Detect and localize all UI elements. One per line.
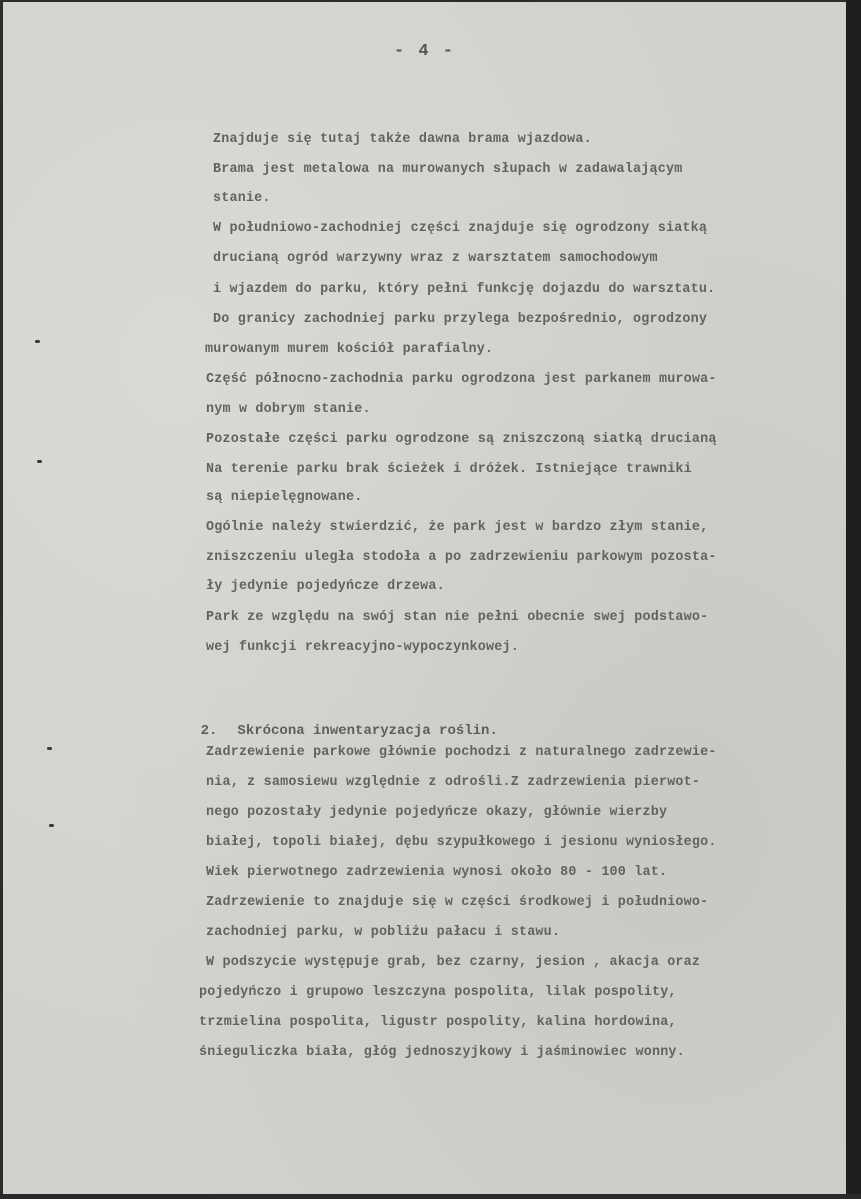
document-page <box>3 2 846 1194</box>
text-line: pojedyńczo i grupowo leszczyna pospolita, lilak pospolity, <box>199 985 677 1000</box>
margin-mark <box>47 747 52 750</box>
text-line: ły jedynie pojedyńcze drzewa. <box>206 579 445 594</box>
margin-mark <box>37 460 42 463</box>
text-line: nia, z samosiewu względnie z odrośli.Z zadrzewienia pierwot- <box>206 775 701 790</box>
text-line: i wjazdem do parku, który pełni funkcję dojazdu do warsztatu. <box>213 282 716 297</box>
margin-mark <box>35 340 40 343</box>
text-line: Wiek pierwotnego zadrzewienia wynosi około 80 - 100 lat. <box>206 865 668 880</box>
text-line: Na terenie parku brak ścieżek i dróżek. Istniejące trawniki <box>206 462 692 477</box>
text-line: stanie. <box>213 191 271 206</box>
text-line: są niepielęgnowane. <box>206 490 363 505</box>
text-line: wej funkcji rekreacyjno-wypoczynkowej. <box>206 640 519 655</box>
text-line: W podszycie występuje grab, bez czarny, jesion , akacja oraz <box>206 955 701 970</box>
text-line: nego pozostały jedynie pojedyńcze okazy, głównie wierzby <box>206 805 668 820</box>
text-line: Pozostałe części parku ogrodzone są zniszczoną siatką drucianą <box>206 432 717 447</box>
text-line: drucianą ogród warzywny wraz z warsztatem samochodowym <box>213 251 658 266</box>
text-line: Park ze względu na swój stan nie pełni obecnie swej podstawo- <box>206 610 709 625</box>
section-number: 2. <box>200 723 218 739</box>
text-line: białej, topoli białej, dębu szypułkowego i jesionu wyniosłego. <box>206 835 717 850</box>
text-line: murowanym murem kościół parafialny. <box>205 342 494 357</box>
text-line: nym w dobrym stanie. <box>206 402 371 417</box>
section-title: Skrócona inwentaryzacja roślin. <box>237 723 498 739</box>
text-line: Część północno-zachodnia parku ogrodzona jest parkanem murowa- <box>206 372 717 387</box>
text-line: śnieguliczka biała, głóg jednoszyjkowy i jaśminowiec wonny. <box>199 1045 685 1060</box>
text-line: W południowo-zachodniej części znajduje się ogrodzony siatką <box>213 221 708 236</box>
text-line: Zadrzewienie to znajduje się w części środkowej i południowo- <box>206 895 709 910</box>
text-line: trzmielina pospolita, ligustr pospolity, kalina hordowina, <box>199 1015 677 1030</box>
scan-edge-bottom <box>0 1194 861 1199</box>
text-line: zniszczeniu uległa stodoła a po zadrzewieniu parkowym pozosta- <box>206 550 717 565</box>
text-line: Ogólnie należy stwierdzić, że park jest w bardzo złym stanie, <box>206 520 709 535</box>
text-line: Znajduje się tutaj także dawna brama wjazdowa. <box>213 132 592 147</box>
margin-mark <box>49 824 54 827</box>
scan-edge-right <box>846 0 861 1199</box>
text-line: Zadrzewienie parkowe głównie pochodzi z naturalnego zadrzewie- <box>206 745 717 760</box>
text-line: Brama jest metalowa na murowanych słupach w zadawalającym <box>213 162 683 177</box>
page-number: - 4 - <box>393 42 455 61</box>
text-line: zachodniej parku, w pobliżu pałacu i stawu. <box>206 925 561 940</box>
text-line: Do granicy zachodniej parku przylega bezpośrednio, ogrodzony <box>213 312 708 327</box>
